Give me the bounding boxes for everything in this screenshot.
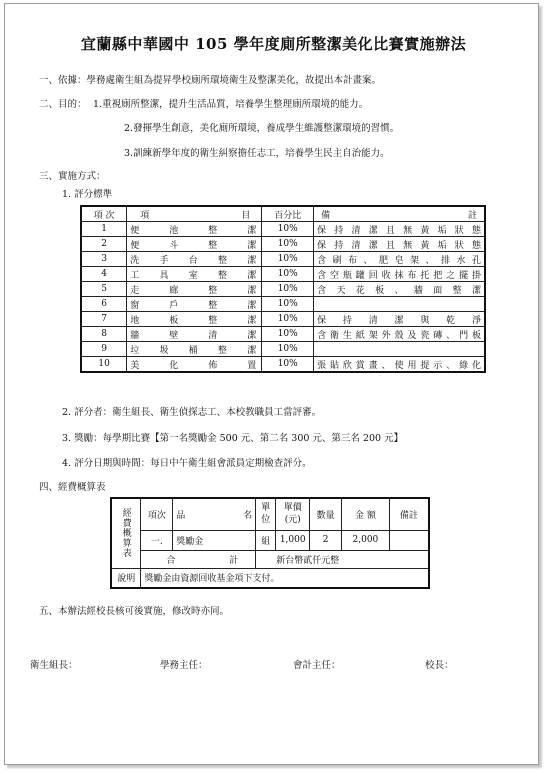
row-item: 窗戶整潔 [127, 297, 262, 312]
row-item: 便池整潔 [127, 222, 262, 237]
row-note [314, 297, 485, 312]
purpose-item-2: 2.發揮學生創意，美化廁所環境，養成學生維護整潔環境的習慣。 [124, 123, 400, 134]
row-percent: 10% [262, 222, 314, 237]
budget-header-qty: 數量 [310, 498, 342, 530]
header-note [314, 206, 485, 222]
budget-remark-row [111, 568, 429, 588]
budget-row-note [389, 530, 429, 550]
row-note: 含天花板、牆面整潔 [314, 282, 485, 297]
row-percent: 10% [262, 327, 314, 342]
signature-principal: 校長： [425, 660, 454, 671]
row-note [314, 342, 485, 357]
signature-accounting: 會計主任： [293, 660, 341, 671]
budget-row-amount: 2,000 [342, 530, 390, 550]
budget-header-name-right: 名 [243, 510, 253, 521]
table-row [81, 222, 485, 237]
row-item: 牆壁清潔 [127, 327, 262, 342]
method-reward: 3. 獎勵：每學期比賽【第一名獎勵金 500 元、第二名 300 元、第三名 200 元】 [62, 433, 404, 444]
row-no: 5 [81, 282, 127, 297]
method-judges: 2. 評分者：衛生組長、衛生偵探志工、本校教職員工當評審。 [62, 407, 322, 418]
header-percent: 百分比 [262, 206, 314, 222]
row-note: 保持清潔與乾淨 [314, 312, 485, 327]
budget-side-label: 經費概算表 [111, 498, 141, 568]
criteria-header-row [81, 206, 485, 222]
row-item: 垃圾桶整潔 [127, 342, 262, 357]
budget-header-amount: 金 額 [342, 498, 390, 530]
budget-header-unit: 單位 [256, 498, 276, 530]
budget-row-price: 1,000 [276, 530, 310, 550]
budget-remark-label: 說明 [111, 568, 141, 588]
table-row [111, 530, 429, 550]
budget-header-name [173, 498, 256, 530]
budget-row-qty: 2 [310, 530, 342, 550]
header-no: 項 次 [81, 206, 127, 222]
budget-total-row [111, 550, 429, 568]
method-criteria-label: 1. 評分標準 [62, 189, 113, 200]
row-percent: 10% [262, 297, 314, 312]
budget-header-row [111, 498, 429, 530]
criteria-table [80, 205, 486, 373]
signature-student-affairs: 學務主任： [160, 660, 208, 671]
budget-remark-text: 獎勵金由資源回收基金項下支付。 [141, 568, 429, 588]
method-schedule: 4. 評分日期與時間：每日中午衛生組會派員定期檢查評分。 [62, 458, 312, 469]
budget-row-no: 一. [141, 530, 173, 550]
table-row [81, 312, 485, 327]
row-no: 7 [81, 312, 127, 327]
header-note-left: 備 [321, 210, 331, 221]
row-no: 6 [81, 297, 127, 312]
row-percent: 10% [262, 267, 314, 282]
section-amendment: 五、本辦法經校長核可後實施，修改時亦同。 [39, 606, 230, 617]
budget-total-right: 計 [229, 555, 239, 566]
budget-row-unit: 組 [256, 530, 276, 550]
budget-total-label [141, 550, 256, 568]
budget-header-no: 項次 [141, 498, 173, 530]
row-percent: 10% [262, 282, 314, 297]
row-no: 4 [81, 267, 127, 282]
row-percent: 10% [262, 357, 314, 373]
table-row [81, 327, 485, 342]
purpose-item-1: 1.重視廁所整潔，提升生活品質，培養學生整理廁所環境的能力。 [93, 99, 369, 110]
table-row [81, 237, 485, 252]
row-no: 2 [81, 237, 127, 252]
table-row [81, 252, 485, 267]
header-item-right: 目 [241, 210, 251, 221]
section-method-heading: 三、實施方式： [39, 171, 106, 182]
row-percent: 10% [262, 312, 314, 327]
row-item: 便斗整潔 [127, 237, 262, 252]
table-row [81, 342, 485, 357]
row-note: 張貼欣賞畫、使用提示、綠化 [314, 357, 485, 373]
budget-header-note: 備註 [389, 498, 429, 530]
section-basis: 一、依據：學務處衛生組為提昇學校廁所環境衛生及整潔美化，故提出本計畫案。 [39, 75, 382, 86]
row-item: 走廊整潔 [127, 282, 262, 297]
budget-header-name-left: 品 [176, 510, 186, 521]
table-row [81, 297, 485, 312]
table-row [81, 282, 485, 297]
table-row [81, 357, 485, 373]
row-item: 地板整潔 [127, 312, 262, 327]
row-note: 含衛生紙架外殼及瓷磚、門板 [314, 327, 485, 342]
row-item: 工具室整潔 [127, 267, 262, 282]
budget-row-name: 獎勵金 [173, 530, 256, 550]
budget-total-left: 合 [166, 555, 176, 566]
budget-table [110, 497, 430, 589]
row-no: 3 [81, 252, 127, 267]
row-no: 1 [81, 222, 127, 237]
row-percent: 10% [262, 237, 314, 252]
budget-header-price: 單價(元) [276, 498, 310, 530]
row-item: 美化佈置 [127, 357, 262, 373]
header-note-right: 註 [467, 210, 477, 221]
row-percent: 10% [262, 252, 314, 267]
budget-total-value: 新台幣貳仟元整 [256, 550, 429, 568]
row-note: 保持清潔且無黃垢狀態 [314, 222, 485, 237]
row-no: 8 [81, 327, 127, 342]
row-no: 10 [81, 357, 127, 373]
signature-health-leader: 衛生組長： [30, 660, 78, 671]
row-note: 含空瓶罐回收抹布托把之擺掛 [314, 267, 485, 282]
purpose-item-3: 3.訓練新學年度的衛生糾察擔任志工，培養學生民主自治能力。 [124, 148, 390, 159]
page-title: 宜蘭縣中華國中 105 學年度廁所整潔美化比賽實施辦法 [80, 35, 467, 53]
table-row [81, 267, 485, 282]
header-item [127, 206, 262, 222]
section-budget-heading: 四、經費概算表 [39, 482, 106, 493]
header-item-left: 項 [140, 210, 150, 221]
section-purpose-heading: 二、目的： [39, 99, 87, 110]
row-item: 洗手台整潔 [127, 252, 262, 267]
row-percent: 10% [262, 342, 314, 357]
document-page [4, 3, 539, 765]
row-note: 保持清潔且無黃垢狀態 [314, 237, 485, 252]
row-no: 9 [81, 342, 127, 357]
row-note: 含刷布、肥皂架、排水孔 [314, 252, 485, 267]
